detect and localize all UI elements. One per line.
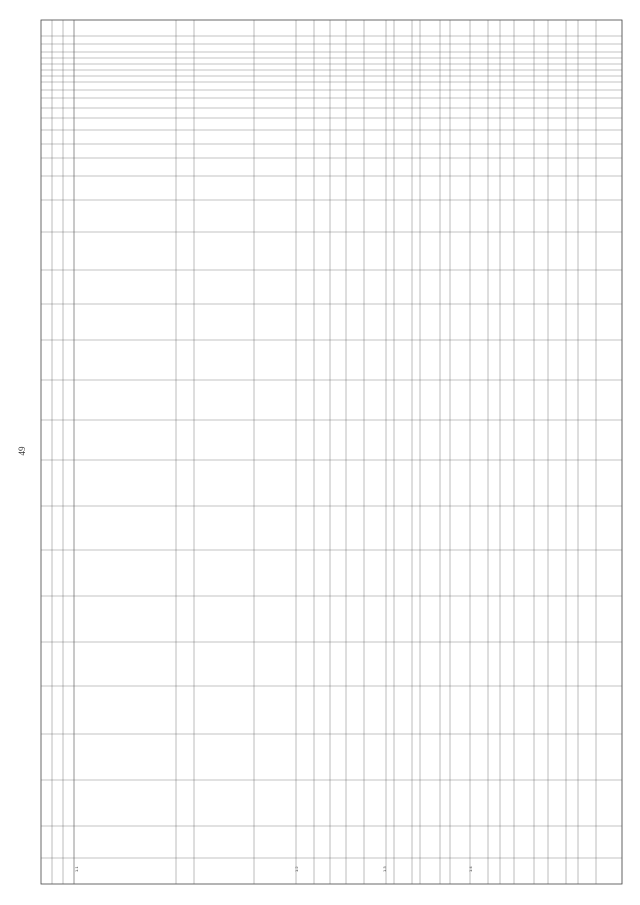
table-frame — [41, 20, 622, 884]
page-number: 49 — [17, 446, 27, 456]
row-number: 1.1 — [74, 866, 79, 872]
row-number: 1.3 — [382, 866, 387, 872]
row-number: 1.2 — [294, 866, 299, 872]
row-number: 1.4 — [468, 866, 473, 872]
